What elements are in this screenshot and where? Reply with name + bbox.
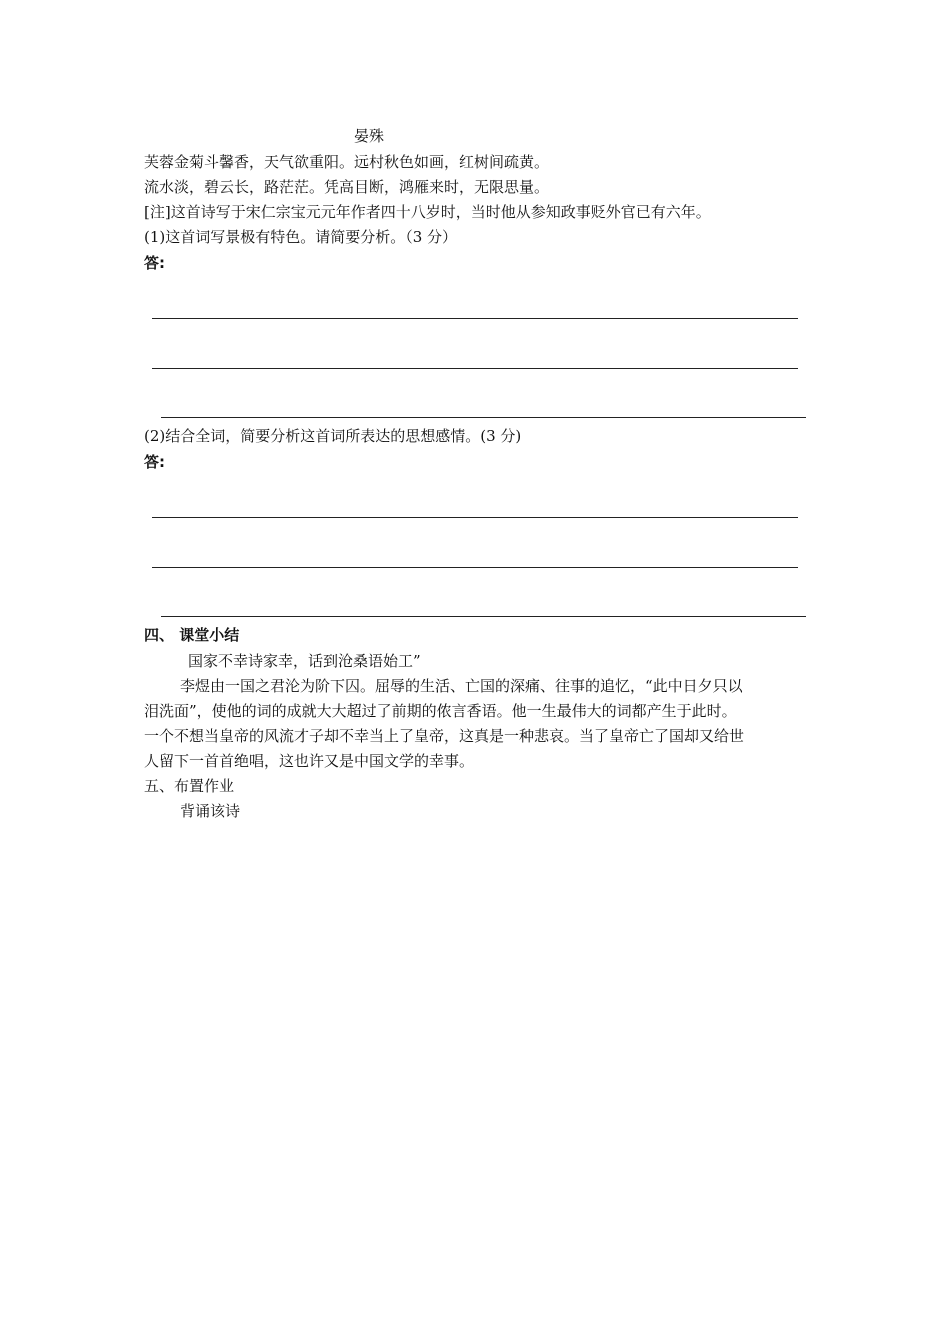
poem-line-1: 芙蓉金菊斗馨香，天气欲重阳。远村秋色如画，红树间疏黄。 <box>144 153 550 171</box>
answer-line-2a <box>152 517 798 518</box>
answer-line-1c <box>161 417 806 418</box>
question-1: (1)这首词写景极有特色。请简要分析。（3 分） <box>144 228 458 246</box>
section-4-paragraph-line-1: 李煜由一国之君沦为阶下囚。屈辱的生活、亡国的深痛、往事的追忆，“此中日夕只以 <box>180 677 743 695</box>
section-4-paragraph-line-4: 人留下一首首绝唱，这也许又是中国文学的幸事。 <box>144 752 475 770</box>
section-4-paragraph-line-2: 泪洗面”，使他的词的成就大大超过了前期的侬言香语。他一生最伟大的词都产生于此时。 <box>144 702 737 720</box>
section-4-paragraph-line-3: 一个不想当皇帝的风流才子却不幸当上了皇帝，这真是一种悲哀。当了皇帝亡了国却又给世 <box>144 727 745 745</box>
answer-line-2b <box>152 567 798 568</box>
answer-label-2: 答: <box>144 453 165 471</box>
answer-line-1b <box>152 368 798 369</box>
poem-note: [注]这首诗写于宋仁宗宝元元年作者四十八岁时，当时他从参知政事贬外官已有六年。 <box>144 203 711 221</box>
section-4-quote: 国家不幸诗家幸，话到沧桑语始工” <box>188 652 421 670</box>
question-2: (2)结合全词，简要分析这首词所表达的思想感情。(3 分) <box>144 427 522 445</box>
section-5-heading: 五、布置作业 <box>144 777 235 795</box>
poem-author: 晏殊 <box>354 127 385 145</box>
poem-line-2: 流水淡，碧云长，路茫茫。凭高目断，鸿雁来时，无限思量。 <box>144 178 550 196</box>
answer-label-1: 答: <box>144 254 165 272</box>
answer-line-2c <box>161 616 806 617</box>
section-5-task: 背诵该诗 <box>180 802 241 820</box>
answer-line-1a <box>152 318 798 319</box>
section-4-heading: 四、 课堂小结 <box>144 626 240 644</box>
